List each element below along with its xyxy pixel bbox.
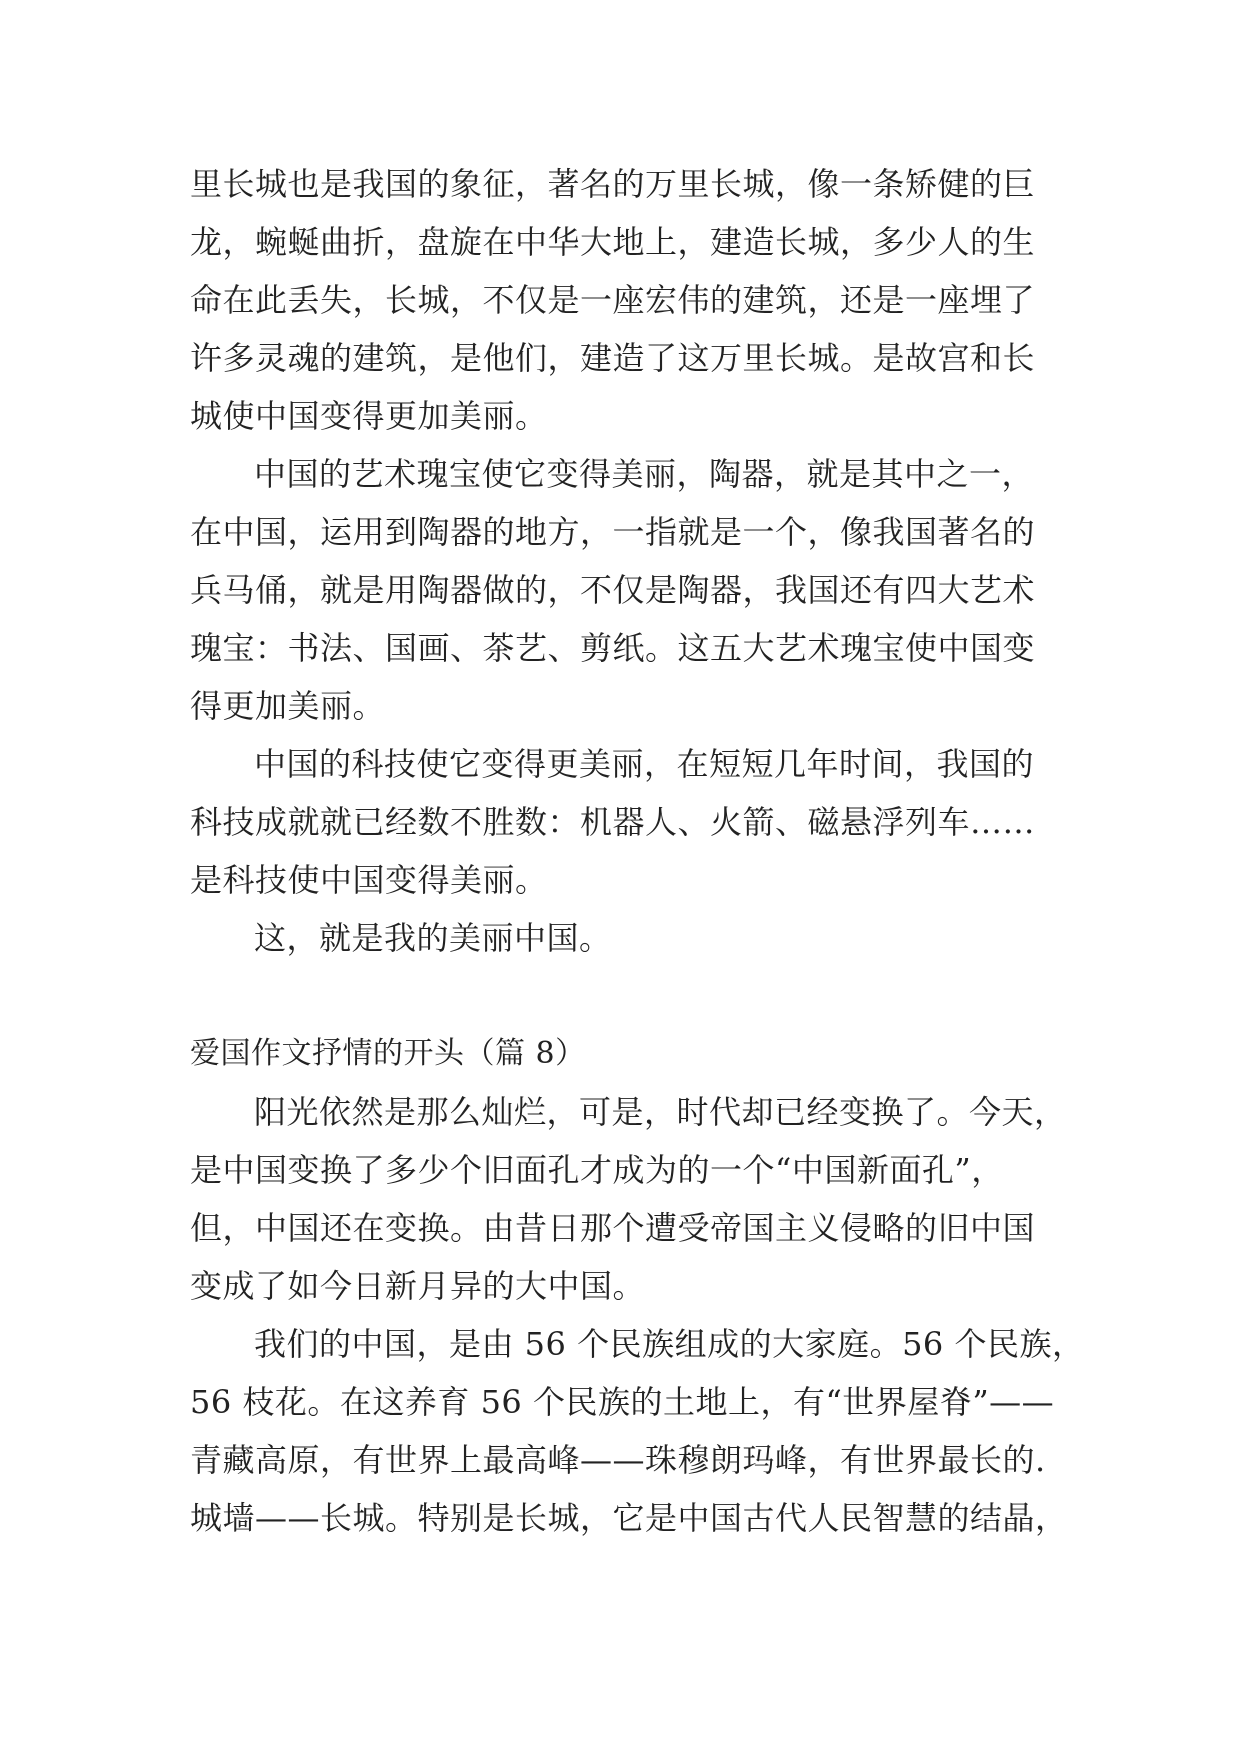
paragraph-line: 命在此丢失，长城，不仅是一座宏伟的建筑，还是一座埋了	[190, 281, 1036, 319]
paragraph-line: 阳光依然是那么灿烂，可是，时代却已经变换了。今天，	[254, 1093, 1067, 1131]
paragraph-line: 这，就是我的美丽中国。	[254, 919, 612, 957]
paragraph-line: 我们的中国，是由 56 个民族组成的大家庭。56 个民族，	[254, 1325, 1085, 1363]
paragraph-line: 城使中国变得更加美丽。	[190, 397, 548, 435]
paragraph-line: 但，中国还在变换。由昔日那个遭受帝国主义侵略的旧中国	[190, 1209, 1036, 1247]
section-spacer	[190, 967, 1060, 1025]
paragraph-line: 中国的艺术瑰宝使它变得美丽，陶器，就是其中之一，	[254, 455, 1035, 493]
paragraph-line: 里长城也是我国的象征，著名的万里长城，像一条矫健的巨	[190, 165, 1036, 203]
paragraph-line: 兵马俑，就是用陶器做的，不仅是陶器，我国还有四大艺术	[190, 571, 1036, 609]
paragraph-line: 变成了如今日新月异的大中国。	[190, 1267, 646, 1305]
paragraph-line: 许多灵魂的建筑，是他们，建造了这万里长城。是故宫和长	[190, 339, 1036, 377]
paragraph-line: 城墙——长城。特别是长城，它是中国古代人民智慧的结晶，	[190, 1499, 1068, 1537]
paragraph-line: 龙，蜿蜒曲折，盘旋在中华大地上，建造长城，多少人的生	[190, 223, 1036, 261]
paragraph-line: 科技成就就已经数不胜数：机器人、火箭、磁悬浮列车……	[190, 803, 1036, 841]
paragraph-line: 瑰宝：书法、国画、茶艺、剪纸。这五大艺术瑰宝使中国变	[190, 629, 1036, 667]
paragraph-line: 青藏高原，有世界上最高峰——珠穆朗玛峰，有世界最长的.	[190, 1441, 1046, 1479]
paragraph-line: 56 枝花。在这养育 56 个民族的土地上，有“世界屋脊”——	[190, 1383, 1055, 1421]
paragraph-line: 中国的科技使它变得更美丽，在短短几年时间，我国的	[254, 745, 1035, 783]
section-heading: 爱国作文抒情的开头（篇 8）	[190, 1036, 586, 1071]
paragraph-line: 是中国变换了多少个旧面孔才成为的一个“中国新面孔”，	[190, 1151, 1004, 1189]
document-body	[190, 155, 1085, 1547]
paragraph-line: 得更加美丽。	[190, 687, 386, 725]
paragraph-line: 在中国，运用到陶器的地方，一指就是一个，像我国著名的	[190, 513, 1036, 551]
paragraph-line: 是科技使中国变得美丽。	[190, 861, 548, 899]
